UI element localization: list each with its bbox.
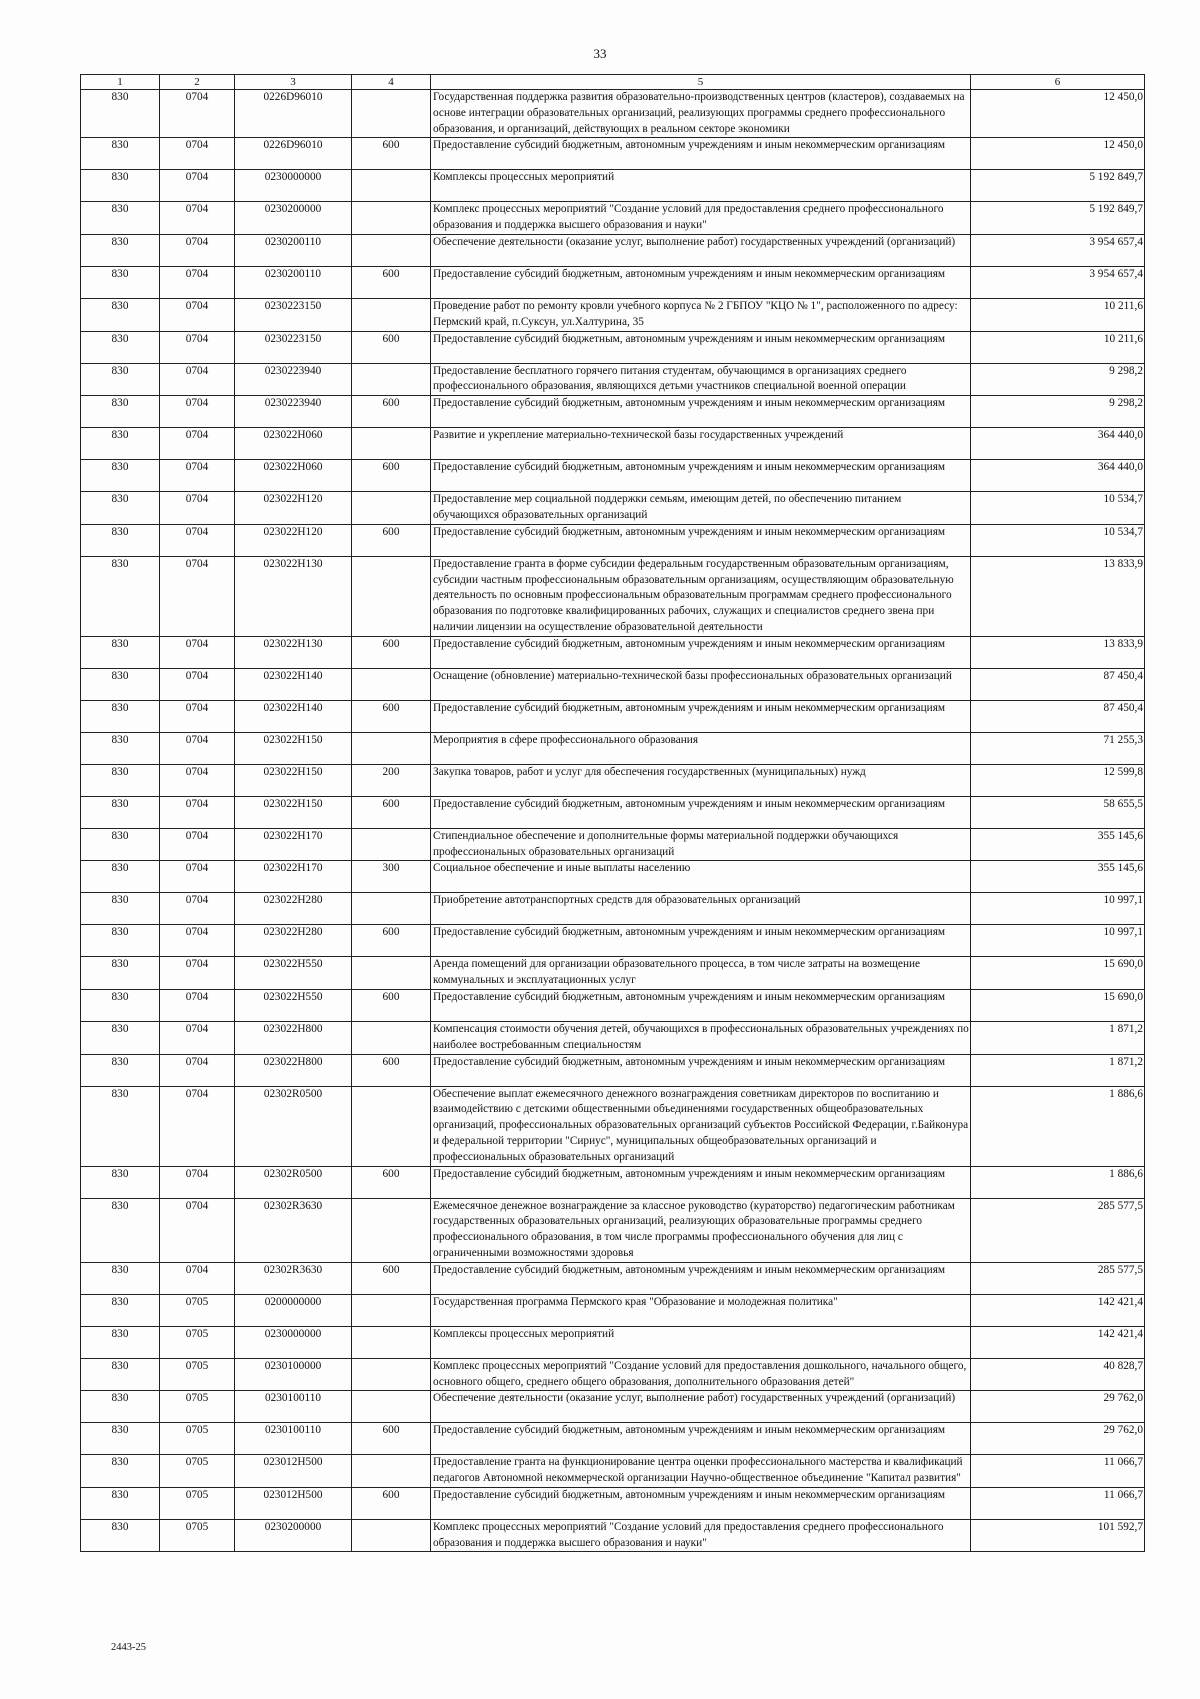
- cell-description: Предоставление гранта в форме субсидии федеральным государственным образовательным организациям, субсидии частным профессиональным образовательным организациям, осуществляющим образовательную деятельность по основным профессиональным образовательным программам среднего профессионального образования по подготовке квалифицированных рабочих, служащих и специалистов среднего звена при наличии лицензии на осуществление образовательной деятельности: [431, 556, 971, 636]
- cell-amount: 355 145,6: [971, 861, 1145, 893]
- cell-admin-code: 830: [81, 861, 160, 893]
- table-row: [81, 234, 1145, 266]
- cell-section-code: 0704: [160, 202, 235, 235]
- table-row: [81, 331, 1145, 363]
- cell-section-code: 0704: [160, 1166, 235, 1198]
- cell-description: Предоставление субсидий бюджетным, автономным учреждениям и иным некоммерческим организациям: [431, 524, 971, 556]
- cell-amount: 364 440,0: [971, 428, 1145, 460]
- cell-admin-code: 830: [81, 138, 160, 170]
- cell-admin-code: 830: [81, 492, 160, 525]
- table-row: [81, 1455, 1145, 1488]
- cell-target-article: 023022Н150: [235, 796, 352, 828]
- column-header-6: 6: [971, 75, 1145, 90]
- cell-section-code: 0704: [160, 1086, 235, 1166]
- cell-amount: 5 192 849,7: [971, 202, 1145, 235]
- cell-target-article: 0230200110: [235, 234, 352, 266]
- cell-expense-type: 600: [352, 925, 431, 957]
- cell-target-article: 0230200000: [235, 202, 352, 235]
- cell-section-code: 0704: [160, 861, 235, 893]
- cell-expense-type: [352, 170, 431, 202]
- cell-expense-type: 600: [352, 636, 431, 668]
- cell-expense-type: [352, 1455, 431, 1488]
- cell-amount: 1 871,2: [971, 1021, 1145, 1054]
- cell-description: Предоставление субсидий бюджетным, автономным учреждениям и иным некоммерческим организациям: [431, 1423, 971, 1455]
- cell-section-code: 0704: [160, 234, 235, 266]
- cell-target-article: 023022Н800: [235, 1054, 352, 1086]
- column-header-2: 2: [160, 75, 235, 90]
- cell-amount: 11 066,7: [971, 1455, 1145, 1488]
- cell-admin-code: 830: [81, 298, 160, 331]
- cell-expense-type: 600: [352, 1423, 431, 1455]
- cell-admin-code: 830: [81, 266, 160, 298]
- cell-target-article: 023022Н150: [235, 764, 352, 796]
- table-row: [81, 524, 1145, 556]
- cell-expense-type: 600: [352, 989, 431, 1021]
- cell-amount: 1 886,6: [971, 1086, 1145, 1166]
- cell-description: Предоставление субсидий бюджетным, автономным учреждениям и иным некоммерческим организациям: [431, 796, 971, 828]
- cell-target-article: 0230223940: [235, 363, 352, 396]
- cell-section-code: 0705: [160, 1358, 235, 1391]
- table-row: [81, 298, 1145, 331]
- cell-target-article: 0230100110: [235, 1391, 352, 1423]
- cell-section-code: 0704: [160, 138, 235, 170]
- cell-amount: 9 298,2: [971, 363, 1145, 396]
- cell-target-article: 023022Н060: [235, 460, 352, 492]
- cell-target-article: 023022Н280: [235, 893, 352, 925]
- cell-description: Предоставление субсидий бюджетным, автономным учреждениям и иным некоммерческим организациям: [431, 1487, 971, 1519]
- cell-admin-code: 830: [81, 893, 160, 925]
- table-row: [81, 1423, 1145, 1455]
- cell-description: Предоставление гранта на функционирование центра оценки профессионального мастерства и квалификаций педагогов Автономной некоммерческой организации Научно-общественное объединение "Капитал развития": [431, 1455, 971, 1488]
- cell-admin-code: 830: [81, 957, 160, 990]
- cell-description: Компенсация стоимости обучения детей, обучающихся в профессиональных образовательных учреждениях по наиболее востребованным специальностям: [431, 1021, 971, 1054]
- column-header-4: 4: [352, 75, 431, 90]
- table-row: [81, 492, 1145, 525]
- table-row: [81, 1358, 1145, 1391]
- table-row: [81, 861, 1145, 893]
- table-row: [81, 1198, 1145, 1262]
- cell-description: Развитие и укрепление материально-технической базы государственных учреждений: [431, 428, 971, 460]
- cell-admin-code: 830: [81, 668, 160, 700]
- cell-description: Государственная поддержка развития образовательно-производственных центров (кластеров), создаваемых на основе интеграции образовательных организаций, реализующих программы среднего профессионального образования, и организаций, действующих в реальном секторе экономики: [431, 90, 971, 138]
- cell-description: Обеспечение деятельности (оказание услуг, выполнение работ) государственных учреждений (организаций): [431, 234, 971, 266]
- cell-amount: 58 655,5: [971, 796, 1145, 828]
- table-row: [81, 266, 1145, 298]
- cell-amount: 87 450,4: [971, 668, 1145, 700]
- cell-description: Предоставление субсидий бюджетным, автономным учреждениям и иным некоммерческим организациям: [431, 700, 971, 732]
- cell-amount: 355 145,6: [971, 828, 1145, 861]
- cell-expense-type: [352, 202, 431, 235]
- cell-amount: 10 997,1: [971, 925, 1145, 957]
- table-row: [81, 1519, 1145, 1552]
- cell-expense-type: 600: [352, 266, 431, 298]
- cell-admin-code: 830: [81, 1519, 160, 1552]
- table-row: [81, 396, 1145, 428]
- cell-section-code: 0704: [160, 428, 235, 460]
- cell-amount: 87 450,4: [971, 700, 1145, 732]
- cell-expense-type: [352, 90, 431, 138]
- cell-section-code: 0704: [160, 957, 235, 990]
- cell-admin-code: 830: [81, 1487, 160, 1519]
- cell-section-code: 0705: [160, 1519, 235, 1552]
- cell-description: Проведение работ по ремонту кровли учебного корпуса № 2 ГБПОУ "КЦО № 1", расположенного по адресу: Пермский край, п.Суксун, ул.Халтурина, 35: [431, 298, 971, 331]
- document-code: 2443-25: [111, 1642, 146, 1653]
- cell-description: Предоставление субсидий бюджетным, автономным учреждениям и иным некоммерческим организациям: [431, 460, 971, 492]
- cell-section-code: 0704: [160, 90, 235, 138]
- cell-description: Предоставление субсидий бюджетным, автономным учреждениям и иным некоммерческим организациям: [431, 989, 971, 1021]
- cell-amount: 3 954 657,4: [971, 266, 1145, 298]
- cell-expense-type: 600: [352, 331, 431, 363]
- cell-expense-type: [352, 1086, 431, 1166]
- page-number: 33: [593, 46, 607, 61]
- cell-expense-type: [352, 1294, 431, 1326]
- cell-admin-code: 830: [81, 234, 160, 266]
- cell-section-code: 0704: [160, 1054, 235, 1086]
- cell-section-code: 0704: [160, 636, 235, 668]
- cell-target-article: 023022Н120: [235, 524, 352, 556]
- cell-description: Государственная программа Пермского края "Образование и молодежная политика": [431, 1294, 971, 1326]
- cell-amount: 12 450,0: [971, 90, 1145, 138]
- cell-section-code: 0704: [160, 363, 235, 396]
- cell-admin-code: 830: [81, 925, 160, 957]
- cell-section-code: 0704: [160, 764, 235, 796]
- cell-amount: 12 450,0: [971, 138, 1145, 170]
- table-row: [81, 1054, 1145, 1086]
- cell-target-article: 0230000000: [235, 170, 352, 202]
- cell-target-article: 023022Н170: [235, 861, 352, 893]
- cell-section-code: 0705: [160, 1455, 235, 1488]
- cell-amount: 10 534,7: [971, 524, 1145, 556]
- cell-admin-code: 830: [81, 460, 160, 492]
- cell-target-article: 023022Н140: [235, 700, 352, 732]
- cell-expense-type: 600: [352, 138, 431, 170]
- cell-description: Закупка товаров, работ и услуг для обеспечения государственных (муниципальных) нужд: [431, 764, 971, 796]
- cell-target-article: 02302R0500: [235, 1166, 352, 1198]
- cell-expense-type: [352, 1021, 431, 1054]
- cell-description: Предоставление мер социальной поддержки семьям, имеющим детей, по обеспечению питанием обучающихся образовательных организаций: [431, 492, 971, 525]
- table-row: [81, 1262, 1145, 1294]
- cell-target-article: 0226D96010: [235, 138, 352, 170]
- cell-admin-code: 830: [81, 1455, 160, 1488]
- table-row: [81, 1487, 1145, 1519]
- cell-admin-code: 830: [81, 1423, 160, 1455]
- table-body: [81, 90, 1145, 1552]
- cell-description: Комплекс процессных мероприятий "Создание условий для предоставления среднего профессионального образования и поддержка высшего образования и науки": [431, 1519, 971, 1552]
- cell-target-article: 023022Н170: [235, 828, 352, 861]
- cell-expense-type: [352, 234, 431, 266]
- cell-admin-code: 830: [81, 1358, 160, 1391]
- table-row: [81, 796, 1145, 828]
- cell-amount: 15 690,0: [971, 989, 1145, 1021]
- cell-amount: 11 066,7: [971, 1487, 1145, 1519]
- cell-description: Предоставление субсидий бюджетным, автономным учреждениям и иным некоммерческим организациям: [431, 636, 971, 668]
- cell-admin-code: 830: [81, 90, 160, 138]
- cell-target-article: 023012Н500: [235, 1455, 352, 1488]
- table-row: [81, 957, 1145, 990]
- cell-admin-code: 830: [81, 732, 160, 764]
- cell-expense-type: [352, 893, 431, 925]
- cell-section-code: 0704: [160, 732, 235, 764]
- cell-expense-type: 600: [352, 1166, 431, 1198]
- cell-amount: 40 828,7: [971, 1358, 1145, 1391]
- cell-expense-type: 300: [352, 861, 431, 893]
- cell-target-article: 023022Н550: [235, 989, 352, 1021]
- cell-description: Предоставление субсидий бюджетным, автономным учреждениям и иным некоммерческим организациям: [431, 925, 971, 957]
- cell-expense-type: [352, 492, 431, 525]
- cell-target-article: 0230200000: [235, 1519, 352, 1552]
- cell-admin-code: 830: [81, 796, 160, 828]
- cell-admin-code: 830: [81, 828, 160, 861]
- cell-amount: 10 211,6: [971, 331, 1145, 363]
- cell-expense-type: [352, 556, 431, 636]
- table-row: [81, 1086, 1145, 1166]
- cell-section-code: 0704: [160, 925, 235, 957]
- cell-amount: 29 762,0: [971, 1423, 1145, 1455]
- cell-target-article: 023022Н060: [235, 428, 352, 460]
- cell-expense-type: [352, 1198, 431, 1262]
- cell-expense-type: [352, 1391, 431, 1423]
- cell-admin-code: 830: [81, 1166, 160, 1198]
- cell-amount: 1 871,2: [971, 1054, 1145, 1086]
- cell-description: Мероприятия в сфере профессионального образования: [431, 732, 971, 764]
- cell-description: Аренда помещений для организации образовательного процесса, в том числе затраты на возмещение коммунальных и эксплуатационных услуг: [431, 957, 971, 990]
- cell-admin-code: 830: [81, 170, 160, 202]
- cell-expense-type: 600: [352, 524, 431, 556]
- cell-section-code: 0704: [160, 796, 235, 828]
- cell-target-article: 0230100110: [235, 1423, 352, 1455]
- cell-target-article: 02302R3630: [235, 1262, 352, 1294]
- cell-target-article: 0230200110: [235, 266, 352, 298]
- cell-amount: 285 577,5: [971, 1262, 1145, 1294]
- table-row: [81, 989, 1145, 1021]
- cell-admin-code: 830: [81, 764, 160, 796]
- cell-section-code: 0705: [160, 1294, 235, 1326]
- cell-target-article: 0230223940: [235, 396, 352, 428]
- cell-admin-code: 830: [81, 428, 160, 460]
- cell-admin-code: 830: [81, 636, 160, 668]
- table-row: [81, 428, 1145, 460]
- cell-admin-code: 830: [81, 1391, 160, 1423]
- cell-amount: 13 833,9: [971, 636, 1145, 668]
- table-row: [81, 636, 1145, 668]
- cell-expense-type: 600: [352, 700, 431, 732]
- cell-amount: 10 997,1: [971, 893, 1145, 925]
- cell-section-code: 0704: [160, 700, 235, 732]
- cell-description: Предоставление субсидий бюджетным, автономным учреждениям и иным некоммерческим организациям: [431, 1054, 971, 1086]
- cell-section-code: 0704: [160, 524, 235, 556]
- cell-admin-code: 830: [81, 1262, 160, 1294]
- cell-section-code: 0705: [160, 1487, 235, 1519]
- cell-section-code: 0704: [160, 989, 235, 1021]
- cell-description: Стипендиальное обеспечение и дополнительные формы материальной поддержки обучающихся профессиональных образовательных организаций: [431, 828, 971, 861]
- cell-expense-type: [352, 732, 431, 764]
- cell-expense-type: [352, 1326, 431, 1358]
- cell-amount: 142 421,4: [971, 1326, 1145, 1358]
- column-header-1: 1: [81, 75, 160, 90]
- column-header-5: 5: [431, 75, 971, 90]
- cell-amount: 71 255,3: [971, 732, 1145, 764]
- cell-admin-code: 830: [81, 202, 160, 235]
- cell-description: Оснащение (обновление) материально-технической базы профессиональных образовательных организаций: [431, 668, 971, 700]
- cell-description: Предоставление субсидий бюджетным, автономным учреждениям и иным некоммерческим организациям: [431, 138, 971, 170]
- table-row: [81, 764, 1145, 796]
- cell-expense-type: [352, 957, 431, 990]
- cell-amount: 9 298,2: [971, 396, 1145, 428]
- cell-description: Предоставление субсидий бюджетным, автономным учреждениям и иным некоммерческим организациям: [431, 331, 971, 363]
- cell-section-code: 0704: [160, 170, 235, 202]
- cell-description: Предоставление субсидий бюджетным, автономным учреждениям и иным некоммерческим организациям: [431, 1166, 971, 1198]
- cell-target-article: 023022Н130: [235, 636, 352, 668]
- cell-target-article: 023022Н550: [235, 957, 352, 990]
- cell-admin-code: 830: [81, 396, 160, 428]
- cell-section-code: 0704: [160, 266, 235, 298]
- cell-section-code: 0704: [160, 668, 235, 700]
- cell-amount: 5 192 849,7: [971, 170, 1145, 202]
- cell-admin-code: 830: [81, 989, 160, 1021]
- table-row: [81, 556, 1145, 636]
- cell-amount: 364 440,0: [971, 460, 1145, 492]
- cell-expense-type: 600: [352, 1262, 431, 1294]
- cell-section-code: 0705: [160, 1391, 235, 1423]
- table-row: [81, 893, 1145, 925]
- cell-section-code: 0704: [160, 893, 235, 925]
- cell-expense-type: [352, 1519, 431, 1552]
- table-row: [81, 1166, 1145, 1198]
- cell-description: Предоставление субсидий бюджетным, автономным учреждениям и иным некоммерческим организациям: [431, 396, 971, 428]
- cell-amount: 15 690,0: [971, 957, 1145, 990]
- cell-section-code: 0704: [160, 1262, 235, 1294]
- cell-expense-type: 600: [352, 460, 431, 492]
- cell-section-code: 0704: [160, 460, 235, 492]
- cell-admin-code: 830: [81, 363, 160, 396]
- cell-target-article: 023022Н140: [235, 668, 352, 700]
- cell-target-article: 0226D96010: [235, 90, 352, 138]
- cell-expense-type: 600: [352, 1487, 431, 1519]
- table-row: [81, 1021, 1145, 1054]
- cell-target-article: 023022Н120: [235, 492, 352, 525]
- cell-expense-type: [352, 828, 431, 861]
- cell-target-article: 0230100000: [235, 1358, 352, 1391]
- cell-expense-type: 600: [352, 396, 431, 428]
- cell-description: Обеспечение выплат ежемесячного денежного вознаграждения советникам директоров по воспитанию и взаимодействию с детскими общественными объединениями государственных общеобразовательных организаций, профессиональных образовательных организаций субъектов Российской Федерации, г.Байконура и федеральной территории "Сириус", муниципальных общеобразовательных организаций и профессиональных образовательных организаций: [431, 1086, 971, 1166]
- cell-expense-type: [352, 668, 431, 700]
- cell-section-code: 0704: [160, 331, 235, 363]
- table-row: [81, 700, 1145, 732]
- cell-description: Ежемесячное денежное вознаграждение за классное руководство (кураторство) педагогическим работникам государственных образовательных организаций, реализующих образовательные программы среднего профессионального образования, в том числе программы профессионального обучения для лиц с ограниченными возможностями здоровья: [431, 1198, 971, 1262]
- cell-description: Комплексы процессных мероприятий: [431, 170, 971, 202]
- table-row: [81, 363, 1145, 396]
- cell-expense-type: 600: [352, 796, 431, 828]
- cell-section-code: 0704: [160, 556, 235, 636]
- cell-section-code: 0704: [160, 828, 235, 861]
- cell-admin-code: 830: [81, 524, 160, 556]
- cell-admin-code: 830: [81, 1294, 160, 1326]
- cell-section-code: 0705: [160, 1326, 235, 1358]
- table-row: [81, 460, 1145, 492]
- table-header-row: [81, 75, 1145, 90]
- cell-amount: 12 599,8: [971, 764, 1145, 796]
- table-row: [81, 1391, 1145, 1423]
- cell-target-article: 0200000000: [235, 1294, 352, 1326]
- budget-table: [80, 74, 1145, 1552]
- cell-target-article: 023012Н500: [235, 1487, 352, 1519]
- cell-expense-type: [352, 1358, 431, 1391]
- cell-amount: 13 833,9: [971, 556, 1145, 636]
- table-row: [81, 170, 1145, 202]
- table-row: [81, 732, 1145, 764]
- cell-admin-code: 830: [81, 1086, 160, 1166]
- cell-amount: 285 577,5: [971, 1198, 1145, 1262]
- cell-description: Предоставление субсидий бюджетным, автономным учреждениям и иным некоммерческим организациям: [431, 266, 971, 298]
- cell-description: Социальное обеспечение и иные выплаты населению: [431, 861, 971, 893]
- cell-description: Предоставление субсидий бюджетным, автономным учреждениям и иным некоммерческим организациям: [431, 1262, 971, 1294]
- cell-target-article: 02302R3630: [235, 1198, 352, 1262]
- cell-description: Комплексы процессных мероприятий: [431, 1326, 971, 1358]
- cell-section-code: 0704: [160, 1198, 235, 1262]
- cell-expense-type: [352, 298, 431, 331]
- cell-section-code: 0704: [160, 298, 235, 331]
- cell-target-article: 023022Н800: [235, 1021, 352, 1054]
- cell-admin-code: 830: [81, 1021, 160, 1054]
- cell-section-code: 0704: [160, 396, 235, 428]
- cell-target-article: 0230223150: [235, 298, 352, 331]
- table-row: [81, 202, 1145, 235]
- cell-amount: 3 954 657,4: [971, 234, 1145, 266]
- table-row: [81, 668, 1145, 700]
- table-row: [81, 138, 1145, 170]
- cell-description: Комплекс процессных мероприятий "Создание условий для предоставления дошкольного, начального общего, основного общего, среднего общего образования, дополнительного образования детей": [431, 1358, 971, 1391]
- cell-amount: 10 211,6: [971, 298, 1145, 331]
- cell-target-article: 023022Н130: [235, 556, 352, 636]
- cell-description: Комплекс процессных мероприятий "Создание условий для предоставления среднего профессионального образования и поддержка высшего образования и науки": [431, 202, 971, 235]
- cell-admin-code: 830: [81, 331, 160, 363]
- cell-admin-code: 830: [81, 1198, 160, 1262]
- table-row: [81, 90, 1145, 138]
- cell-expense-type: 600: [352, 1054, 431, 1086]
- column-header-3: 3: [235, 75, 352, 90]
- cell-description: Приобретение автотранспортных средств для образовательных организаций: [431, 893, 971, 925]
- cell-amount: 1 886,6: [971, 1166, 1145, 1198]
- cell-amount: 29 762,0: [971, 1391, 1145, 1423]
- cell-target-article: 023022Н280: [235, 925, 352, 957]
- cell-admin-code: 830: [81, 1054, 160, 1086]
- table-row: [81, 828, 1145, 861]
- cell-expense-type: [352, 363, 431, 396]
- cell-amount: 10 534,7: [971, 492, 1145, 525]
- table-row: [81, 1326, 1145, 1358]
- cell-section-code: 0705: [160, 1423, 235, 1455]
- cell-admin-code: 830: [81, 556, 160, 636]
- table-row: [81, 925, 1145, 957]
- cell-amount: 101 592,7: [971, 1519, 1145, 1552]
- table-row: [81, 1294, 1145, 1326]
- cell-expense-type: [352, 428, 431, 460]
- cell-target-article: 02302R0500: [235, 1086, 352, 1166]
- cell-target-article: 023022Н150: [235, 732, 352, 764]
- cell-section-code: 0704: [160, 492, 235, 525]
- cell-target-article: 0230223150: [235, 331, 352, 363]
- cell-target-article: 0230000000: [235, 1326, 352, 1358]
- cell-description: Обеспечение деятельности (оказание услуг, выполнение работ) государственных учреждений (организаций): [431, 1391, 971, 1423]
- cell-description: Предоставление бесплатного горячего питания студентам, обучающимся в организациях среднего профессионального образования, являющихся детьми участников специальной военной операции: [431, 363, 971, 396]
- cell-amount: 142 421,4: [971, 1294, 1145, 1326]
- cell-section-code: 0704: [160, 1021, 235, 1054]
- cell-admin-code: 830: [81, 700, 160, 732]
- cell-expense-type: 200: [352, 764, 431, 796]
- cell-admin-code: 830: [81, 1326, 160, 1358]
